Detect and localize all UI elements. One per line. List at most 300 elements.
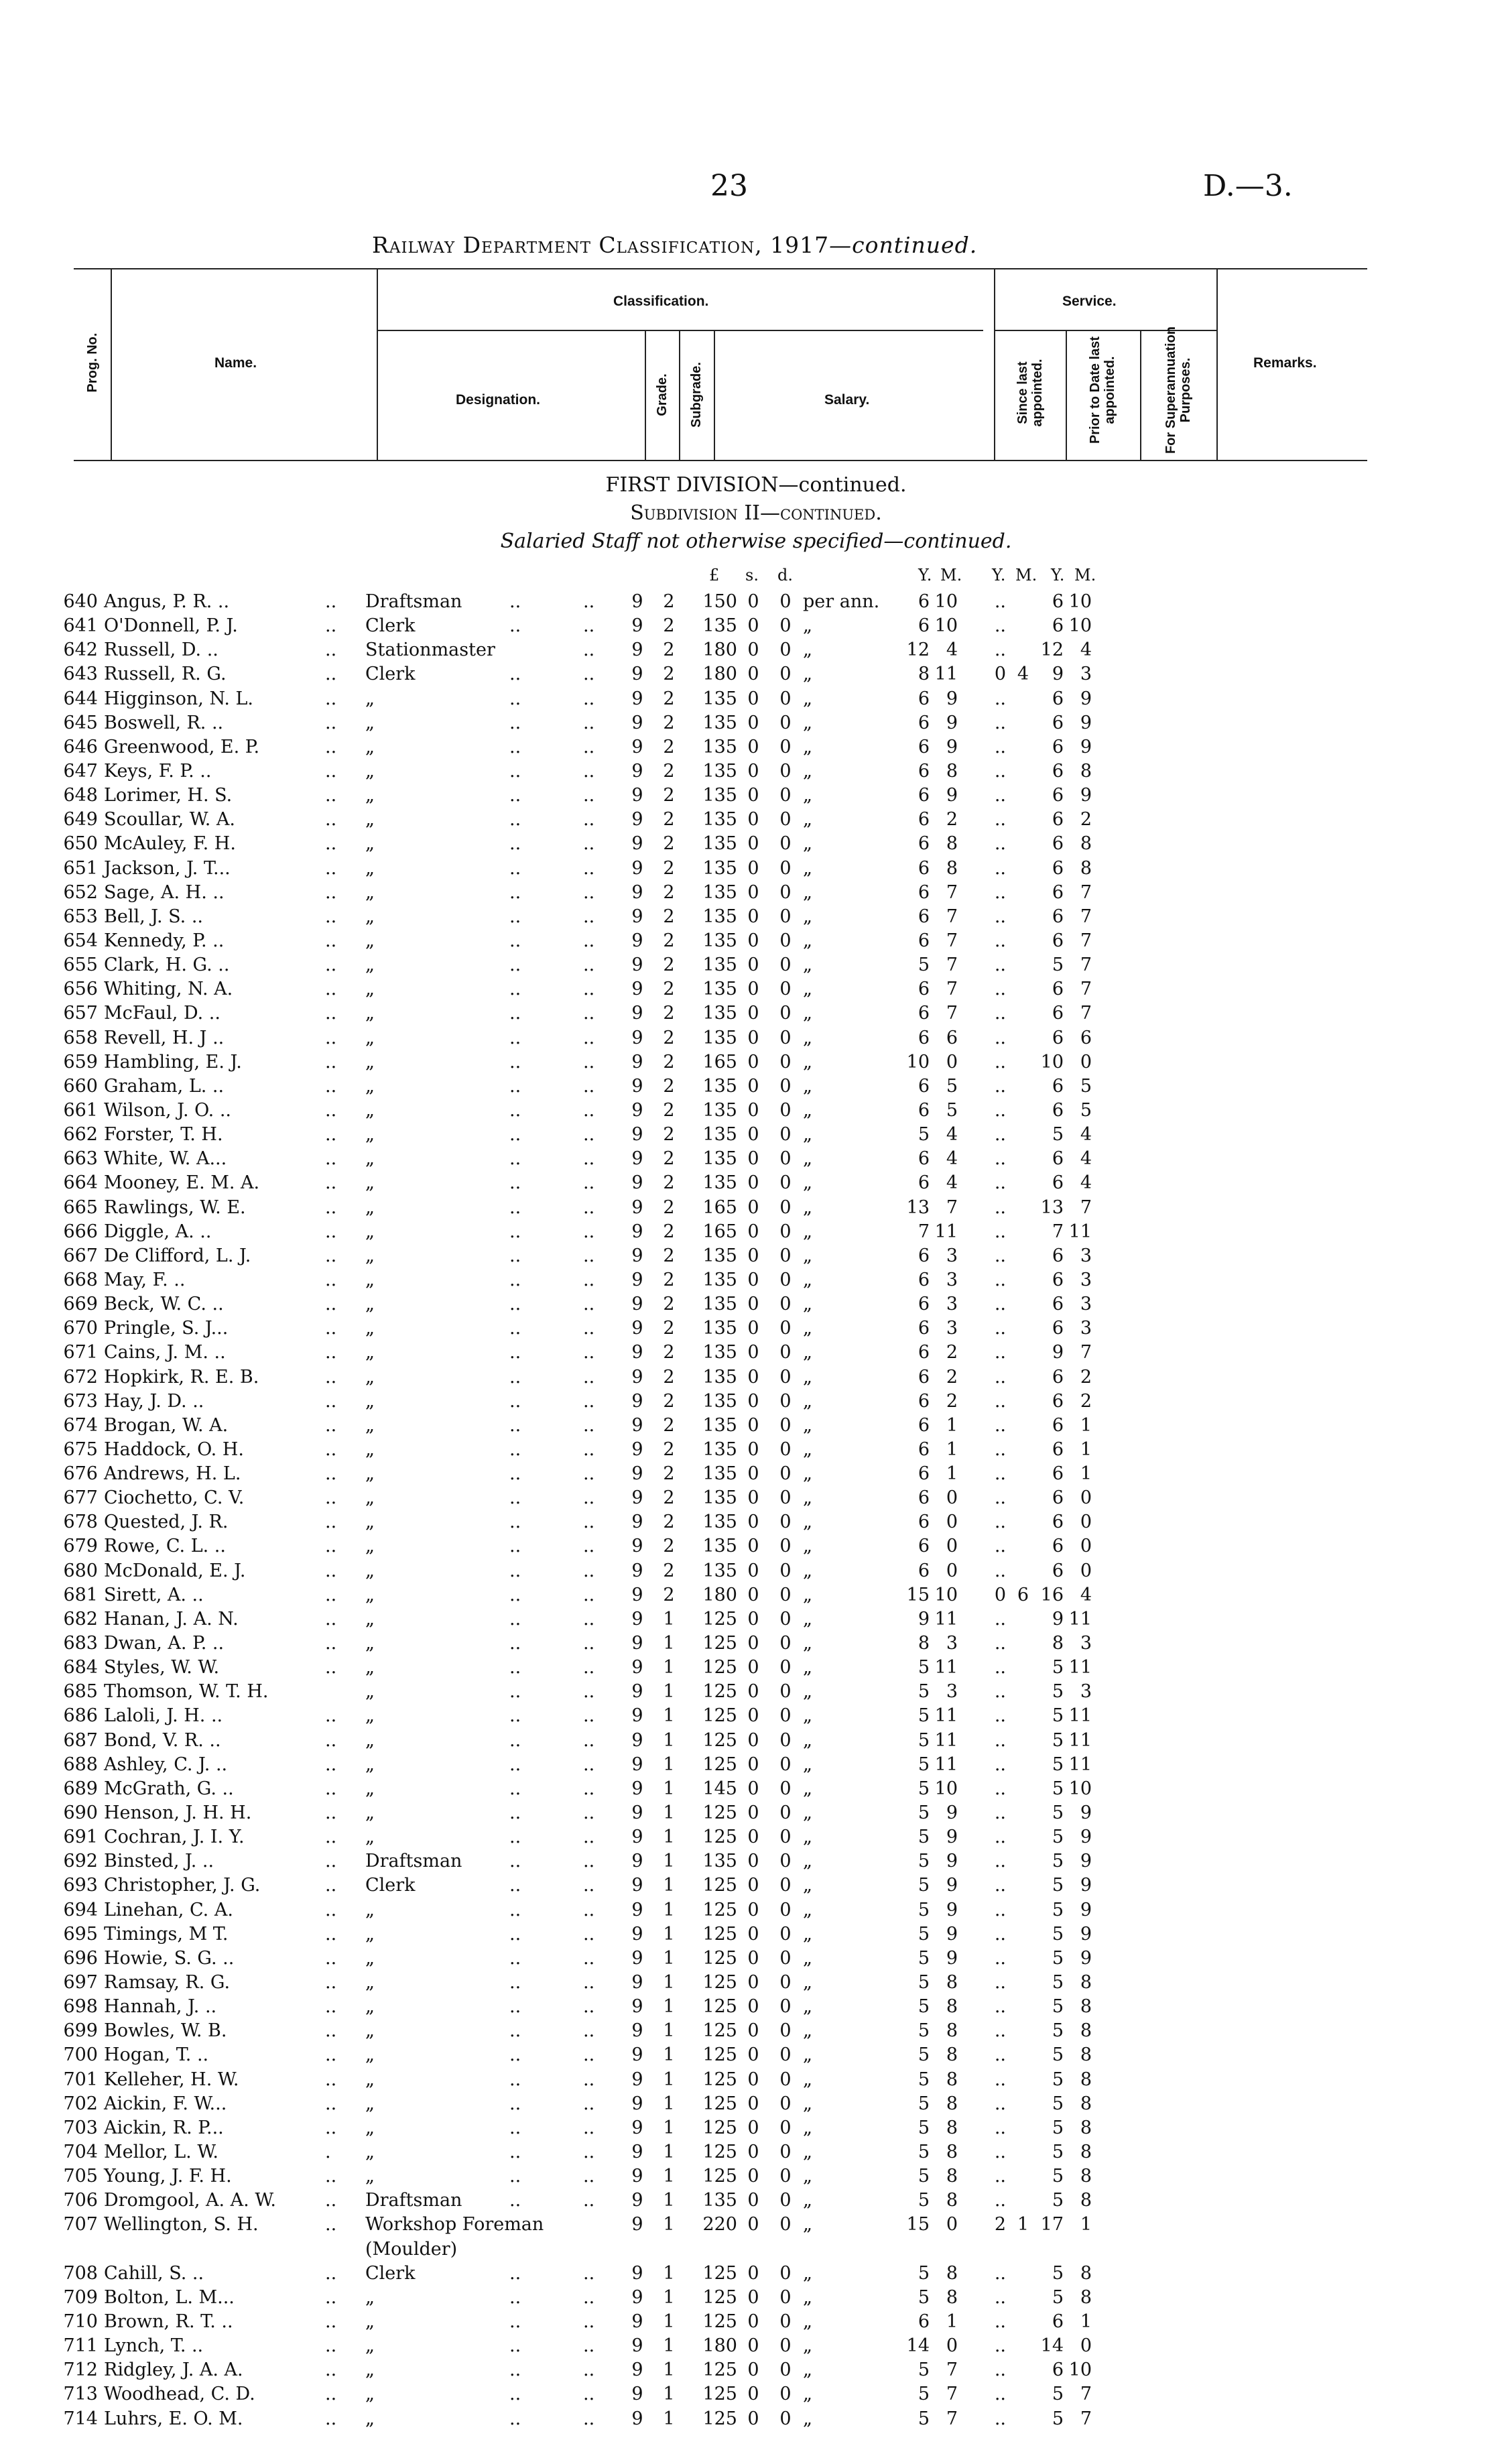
salary-pence: 0 bbox=[779, 1221, 792, 1242]
grade: 9 bbox=[631, 1681, 643, 1703]
salary-pence: 0 bbox=[779, 1487, 792, 1509]
leader-dots: .. bbox=[325, 1318, 337, 1339]
leader-dots: .. bbox=[325, 760, 337, 782]
grade: 9 bbox=[631, 930, 643, 951]
leader-dots: .. bbox=[325, 1414, 337, 1436]
prog-no: 714 bbox=[63, 2408, 98, 2429]
title-main: Railway Department Classification, 1917 bbox=[372, 232, 830, 258]
since-last-months: 8 bbox=[946, 2286, 958, 2308]
leader-dots: .. bbox=[583, 1003, 595, 1024]
staff-heading: Salaried Staff not otherwise specified—continued. bbox=[500, 530, 1012, 553]
prog-no: 697 bbox=[63, 1972, 98, 1993]
salary-period: „ bbox=[803, 664, 812, 685]
prior-months: 6 bbox=[1017, 1584, 1029, 1605]
prior-years: .. bbox=[994, 688, 1006, 709]
salary-pounds: 125 bbox=[702, 2359, 737, 2381]
salary-pence: 0 bbox=[779, 2117, 792, 2138]
salary-pence: 0 bbox=[779, 930, 792, 951]
salary-pence: 0 bbox=[779, 1390, 792, 1412]
prior-years: .. bbox=[994, 1318, 1006, 1339]
employee-name: Dromgool, A. A. W. bbox=[104, 2190, 276, 2211]
salary-shillings: 0 bbox=[747, 2044, 759, 2066]
designation: „ bbox=[365, 1342, 375, 1363]
salary-period: „ bbox=[803, 2020, 812, 2042]
leader-dots: .. bbox=[509, 712, 521, 733]
prog-no: 655 bbox=[63, 955, 98, 976]
grade: 9 bbox=[631, 1487, 643, 1509]
leader-dots: .. bbox=[583, 785, 595, 806]
superannuation-months: 7 bbox=[1080, 1342, 1092, 1363]
leader-dots: .. bbox=[509, 1972, 521, 1993]
salary-shillings: 0 bbox=[747, 1221, 759, 1242]
since-last-months: 8 bbox=[946, 833, 958, 855]
superannuation-months: 0 bbox=[1080, 2335, 1092, 2357]
designation: „ bbox=[365, 1027, 375, 1048]
table-row bbox=[0, 687, 1512, 711]
table-row bbox=[0, 2286, 1512, 2310]
prior-years: .. bbox=[994, 736, 1006, 757]
prior-years: .. bbox=[994, 955, 1006, 976]
since-last-years: 5 bbox=[918, 1681, 930, 1703]
salary-pence: 0 bbox=[779, 2093, 792, 2114]
salary-pounds: 125 bbox=[702, 1802, 737, 1824]
leader-dots: .. bbox=[583, 1027, 595, 1048]
superannuation-months: 8 bbox=[1080, 760, 1092, 782]
prog-no: 666 bbox=[63, 1221, 98, 1242]
employee-name: Wellington, S. H. bbox=[104, 2214, 259, 2235]
since-last-months: 7 bbox=[946, 979, 958, 1000]
prior-years: .. bbox=[994, 809, 1006, 831]
salary-shillings: 0 bbox=[747, 1633, 759, 1654]
grade: 9 bbox=[631, 1827, 643, 1848]
table-row bbox=[0, 1898, 1512, 1922]
leader-dots: .. bbox=[325, 1827, 337, 1848]
grade: 9 bbox=[631, 1390, 643, 1412]
superannuation-months: 11 bbox=[1068, 1729, 1092, 1751]
leader-dots: .. bbox=[583, 736, 595, 757]
superannuation-months: 7 bbox=[1080, 906, 1092, 927]
grade: 9 bbox=[631, 1584, 643, 1605]
grade: 9 bbox=[631, 2335, 643, 2357]
designation: „ bbox=[365, 1536, 375, 1557]
salary-period: „ bbox=[803, 1851, 812, 1872]
salary-shillings: 0 bbox=[747, 2214, 759, 2235]
prior-years: 0 bbox=[994, 1584, 1006, 1605]
salary-period: „ bbox=[803, 1996, 812, 2018]
leader-dots: .. bbox=[583, 1827, 595, 1848]
since-last-months: 0 bbox=[946, 1512, 958, 1533]
superannuation-years: 5 bbox=[1052, 1124, 1064, 1146]
leader-dots: .. bbox=[509, 1463, 521, 1485]
superannuation-years: 5 bbox=[1052, 2142, 1064, 2162]
leader-dots: .. bbox=[509, 1778, 521, 1799]
prior-years: .. bbox=[994, 2020, 1006, 2042]
employee-name: Bolton, L. M... bbox=[104, 2286, 235, 2308]
salary-period: „ bbox=[803, 1148, 812, 1170]
since-last-months: 7 bbox=[946, 881, 958, 903]
prior-years: .. bbox=[994, 1463, 1006, 1485]
employee-name: Hannah, J. .. bbox=[104, 1996, 217, 2018]
table-row bbox=[0, 1559, 1512, 1583]
prior-years: .. bbox=[994, 1657, 1006, 1678]
superannuation-years: 12 bbox=[1040, 639, 1064, 661]
unit-months: M. bbox=[940, 566, 962, 585]
designation: „ bbox=[365, 1512, 375, 1533]
superannuation-years: 6 bbox=[1052, 1245, 1064, 1266]
salary-pounds: 125 bbox=[702, 1705, 737, 1727]
grade: 9 bbox=[631, 688, 643, 709]
prog-no: 673 bbox=[63, 1390, 98, 1412]
designation: „ bbox=[365, 906, 375, 927]
salary-pence: 0 bbox=[779, 1172, 792, 1194]
salary-pence: 0 bbox=[779, 2214, 792, 2235]
leader-dots: .. bbox=[583, 1705, 595, 1727]
leader-dots: .. bbox=[325, 1851, 337, 1872]
prog-no: 711 bbox=[63, 2335, 98, 2357]
superannuation-months: 10 bbox=[1068, 591, 1092, 612]
since-last-months: 4 bbox=[946, 639, 958, 661]
grade: 9 bbox=[631, 1512, 643, 1533]
grade: 9 bbox=[631, 2286, 643, 2308]
employee-name: Angus, P. R. .. bbox=[104, 591, 230, 612]
leader-dots: .. bbox=[583, 1681, 595, 1703]
superannuation-months: 2 bbox=[1080, 1366, 1092, 1388]
salary-pence: 0 bbox=[779, 1899, 792, 1920]
superannuation-months: 8 bbox=[1080, 2166, 1092, 2187]
designation: „ bbox=[365, 1294, 375, 1315]
subgrade: 2 bbox=[663, 1172, 675, 1194]
employee-name: Clark, H. G. .. bbox=[104, 955, 230, 976]
unit-years: Y. bbox=[918, 566, 932, 585]
prior-years: .. bbox=[994, 857, 1006, 879]
table-row bbox=[0, 2407, 1512, 2431]
grade: 9 bbox=[631, 1754, 643, 1775]
unit-years: Y. bbox=[1051, 566, 1065, 585]
salary-period: „ bbox=[803, 1657, 812, 1678]
salary-period: „ bbox=[803, 2044, 812, 2066]
table-row bbox=[0, 1971, 1512, 1995]
prog-no: 696 bbox=[63, 1947, 98, 1969]
employee-name: Andrews, H. L. bbox=[104, 1463, 241, 1485]
leader-dots: .. bbox=[583, 2190, 595, 2211]
salary-period: „ bbox=[803, 1729, 812, 1751]
salary-period: „ bbox=[803, 1754, 812, 1775]
leader-dots: .. bbox=[325, 1947, 337, 1969]
table-row bbox=[0, 1438, 1512, 1462]
prior-years: .. bbox=[994, 760, 1006, 782]
salary-pence: 0 bbox=[779, 2069, 792, 2090]
salary-shillings: 0 bbox=[747, 1996, 759, 2018]
subgrade: 2 bbox=[663, 833, 675, 855]
since-last-years: 5 bbox=[918, 955, 930, 976]
leader-dots: .. bbox=[509, 760, 521, 782]
salary-pounds: 135 bbox=[702, 809, 737, 831]
since-last-months: 11 bbox=[934, 664, 958, 685]
since-last-months: 8 bbox=[946, 2044, 958, 2066]
superannuation-months: 10 bbox=[1068, 2359, 1092, 2381]
since-last-years: 7 bbox=[918, 1221, 930, 1242]
leader-dots: .. bbox=[509, 1269, 521, 1290]
since-last-years: 6 bbox=[918, 1269, 930, 1290]
salary-pounds: 125 bbox=[702, 1633, 737, 1654]
table-row bbox=[0, 1680, 1512, 1704]
leader-dots: .. bbox=[583, 1148, 595, 1170]
since-last-years: 5 bbox=[918, 2384, 930, 2405]
salary-period: „ bbox=[803, 1438, 812, 1460]
leader-dots: .. bbox=[509, 1923, 521, 1945]
prog-no: 690 bbox=[63, 1802, 98, 1824]
salary-shillings: 0 bbox=[747, 2020, 759, 2042]
employee-name: Woodhead, C. D. bbox=[104, 2384, 255, 2405]
leader-dots: .. bbox=[325, 1778, 337, 1799]
salary-shillings: 0 bbox=[747, 1899, 759, 1920]
salary-pence: 0 bbox=[779, 1802, 792, 1824]
designation: Clerk bbox=[365, 664, 416, 685]
superannuation-years: 6 bbox=[1052, 785, 1064, 806]
superannuation-months: 3 bbox=[1080, 1294, 1092, 1315]
prog-no: 675 bbox=[63, 1438, 98, 1460]
superannuation-months: 1 bbox=[1080, 2214, 1092, 2235]
salary-pounds: 180 bbox=[702, 1584, 737, 1605]
prior-years: .. bbox=[994, 1923, 1006, 1945]
table-row bbox=[0, 1849, 1512, 1874]
employee-name: Lynch, T. .. bbox=[104, 2335, 204, 2357]
salary-pounds: 125 bbox=[702, 2117, 737, 2138]
prog-no: 679 bbox=[63, 1536, 98, 1557]
salary-period: „ bbox=[803, 1584, 812, 1605]
leader-dots: .. bbox=[509, 2190, 521, 2211]
salary-period: „ bbox=[803, 1972, 812, 1993]
salary-period: „ bbox=[803, 857, 812, 879]
employee-name: Sirett, A. .. bbox=[104, 1584, 204, 1605]
since-last-months: 7 bbox=[946, 2384, 958, 2405]
since-last-months: 8 bbox=[946, 2069, 958, 2090]
salary-shillings: 0 bbox=[747, 2262, 759, 2284]
since-last-months: 2 bbox=[946, 809, 958, 831]
salary-pence: 0 bbox=[779, 2335, 792, 2357]
since-last-months: 10 bbox=[934, 591, 958, 612]
since-last-months: 9 bbox=[946, 1851, 958, 1872]
subgrade: 2 bbox=[663, 1438, 675, 1460]
leader-dots: .. bbox=[583, 881, 595, 903]
leader-dots: .. bbox=[325, 1075, 337, 1097]
grade: 9 bbox=[631, 1342, 643, 1363]
salary-pounds: 125 bbox=[702, 1827, 737, 1848]
salary-pence: 0 bbox=[779, 1972, 792, 1993]
superannuation-months: 9 bbox=[1080, 1899, 1092, 1920]
salary-shillings: 0 bbox=[747, 1923, 759, 1945]
salary-shillings: 0 bbox=[747, 2166, 759, 2187]
salary-shillings: 0 bbox=[747, 1438, 759, 1460]
designation: „ bbox=[365, 955, 375, 976]
salary-shillings: 0 bbox=[747, 2311, 759, 2332]
salary-shillings: 0 bbox=[747, 712, 759, 733]
since-last-years: 8 bbox=[918, 664, 930, 685]
leader-dots: .. bbox=[583, 1124, 595, 1146]
salary-pounds: 135 bbox=[702, 833, 737, 855]
subgrade: 1 bbox=[663, 1657, 675, 1678]
salary-pounds: 135 bbox=[702, 615, 737, 637]
subgrade: 2 bbox=[663, 591, 675, 612]
salary-shillings: 0 bbox=[747, 1778, 759, 1799]
superannuation-years: 5 bbox=[1052, 2286, 1064, 2308]
designation: „ bbox=[365, 785, 375, 806]
designation: „ bbox=[365, 881, 375, 903]
superannuation-years: 6 bbox=[1052, 1438, 1064, 1460]
salary-pounds: 125 bbox=[702, 1996, 737, 2018]
salary-pence: 0 bbox=[779, 1099, 792, 1121]
leader-dots: .. bbox=[325, 664, 337, 685]
leader-dots: .. bbox=[583, 1972, 595, 1993]
employee-name: Hopkirk, R. E. B. bbox=[104, 1366, 259, 1388]
since-last-months: 0 bbox=[946, 2214, 958, 2235]
leader-dots: .. bbox=[325, 1729, 337, 1751]
superannuation-months: 5 bbox=[1080, 1075, 1092, 1097]
superannuation-years: 5 bbox=[1052, 2190, 1064, 2211]
subgrade: 1 bbox=[663, 2069, 675, 2090]
leader-dots: .. bbox=[583, 1875, 595, 1896]
salary-period: „ bbox=[803, 906, 812, 927]
superannuation-months: 0 bbox=[1080, 1487, 1092, 1509]
prog-no: 664 bbox=[63, 1172, 98, 1194]
salary-shillings: 0 bbox=[747, 2286, 759, 2308]
employee-name: Thomson, W. T. H. bbox=[104, 1681, 269, 1703]
salary-pence: 0 bbox=[779, 2166, 792, 2187]
since-last-months: 0 bbox=[946, 2335, 958, 2357]
leader-dots: .. bbox=[583, 1463, 595, 1485]
leader-dots: .. bbox=[325, 1487, 337, 1509]
salary-shillings: 0 bbox=[747, 1681, 759, 1703]
leader-dots: .. bbox=[325, 1899, 337, 1920]
prog-no: 667 bbox=[63, 1245, 98, 1266]
table-row bbox=[0, 905, 1512, 929]
salary-period: „ bbox=[803, 2214, 812, 2235]
salary-pounds: 135 bbox=[702, 1269, 737, 1290]
prog-no: 649 bbox=[63, 809, 98, 831]
prog-no: 694 bbox=[63, 1899, 98, 1920]
superannuation-months: 10 bbox=[1068, 615, 1092, 637]
salary-shillings: 0 bbox=[747, 1269, 759, 1290]
table-row bbox=[0, 1244, 1512, 1268]
leader-dots: .. bbox=[509, 1584, 521, 1605]
header-grade: Grade. bbox=[655, 373, 670, 416]
since-last-years: 5 bbox=[918, 1729, 930, 1751]
designation: „ bbox=[365, 1463, 375, 1485]
leader-dots: .. bbox=[509, 1221, 521, 1242]
table-row bbox=[0, 1995, 1512, 2019]
grade: 9 bbox=[631, 1560, 643, 1581]
prog-no: 656 bbox=[63, 979, 98, 1000]
superannuation-years: 5 bbox=[1052, 1705, 1064, 1727]
since-last-months: 5 bbox=[946, 1075, 958, 1097]
grade: 9 bbox=[631, 1438, 643, 1460]
since-last-months: 11 bbox=[934, 1608, 958, 1630]
table-row bbox=[0, 2382, 1512, 2406]
leader-dots: .. bbox=[583, 2117, 595, 2138]
prior-years: .. bbox=[994, 906, 1006, 927]
salary-pence: 0 bbox=[779, 1197, 792, 1218]
grade: 9 bbox=[631, 1269, 643, 1290]
grade: 9 bbox=[631, 1947, 643, 1969]
prior-years: .. bbox=[994, 1269, 1006, 1290]
salary-pounds: 135 bbox=[702, 881, 737, 903]
salary-shillings: 0 bbox=[747, 1729, 759, 1751]
grade: 9 bbox=[631, 1099, 643, 1121]
since-last-years: 6 bbox=[918, 1512, 930, 1533]
prog-no: 641 bbox=[63, 615, 98, 637]
salary-shillings: 0 bbox=[747, 833, 759, 855]
grade: 9 bbox=[631, 1608, 643, 1630]
salary-shillings: 0 bbox=[747, 979, 759, 1000]
prog-no: 663 bbox=[63, 1148, 98, 1170]
since-last-months: 7 bbox=[946, 906, 958, 927]
prior-years: .. bbox=[994, 2142, 1006, 2162]
since-last-months: 9 bbox=[946, 688, 958, 709]
employee-name: Linehan, C. A. bbox=[104, 1899, 233, 1920]
since-last-months: 8 bbox=[946, 857, 958, 879]
superannuation-months: 8 bbox=[1080, 833, 1092, 855]
leader-dots: .. bbox=[325, 1390, 337, 1412]
prior-years: .. bbox=[994, 1778, 1006, 1799]
leader-dots: .. bbox=[509, 2117, 521, 2138]
subgrade: 2 bbox=[663, 785, 675, 806]
employee-name: Wilson, J. O. .. bbox=[104, 1099, 231, 1121]
salary-pounds: 135 bbox=[702, 1438, 737, 1460]
salary-pounds: 165 bbox=[702, 1197, 737, 1218]
superannuation-months: 9 bbox=[1080, 1802, 1092, 1824]
since-last-years: 9 bbox=[918, 1608, 930, 1630]
since-last-years: 5 bbox=[918, 2069, 930, 2090]
since-last-years: 6 bbox=[918, 736, 930, 757]
leader-dots: .. bbox=[509, 1827, 521, 1848]
grade: 9 bbox=[631, 1536, 643, 1557]
salary-period: „ bbox=[803, 2335, 812, 2357]
prior-years: .. bbox=[994, 1512, 1006, 1533]
salary-pounds: 135 bbox=[702, 1512, 737, 1533]
prog-no: 704 bbox=[63, 2142, 98, 2162]
prior-years: .. bbox=[994, 2359, 1006, 2381]
leader-dots: .. bbox=[509, 1754, 521, 1775]
subgrade: 2 bbox=[663, 1512, 675, 1533]
since-last-years: 5 bbox=[918, 1802, 930, 1824]
prog-no: 648 bbox=[63, 785, 98, 806]
superannuation-months: 3 bbox=[1080, 1245, 1092, 1266]
grade: 9 bbox=[631, 1366, 643, 1388]
salary-pence: 0 bbox=[779, 1584, 792, 1605]
subgrade: 2 bbox=[663, 1051, 675, 1072]
superannuation-years: 6 bbox=[1052, 736, 1064, 757]
salary-pence: 0 bbox=[779, 1778, 792, 1799]
leader-dots: .. bbox=[509, 1512, 521, 1533]
since-last-years: 5 bbox=[918, 2142, 930, 2162]
divider bbox=[1140, 330, 1141, 460]
prog-no: 686 bbox=[63, 1705, 98, 1727]
designation: „ bbox=[365, 2166, 375, 2187]
prog-no: 695 bbox=[63, 1923, 98, 1945]
prog-no: 669 bbox=[63, 1294, 98, 1315]
designation: „ bbox=[365, 1657, 375, 1678]
salary-period: „ bbox=[803, 979, 812, 1000]
salary-pence: 0 bbox=[779, 1294, 792, 1315]
leader-dots: .. bbox=[325, 639, 337, 661]
leader-dots: .. bbox=[325, 1463, 337, 1485]
grade: 9 bbox=[631, 1972, 643, 1993]
leader-dots: .. bbox=[583, 2044, 595, 2066]
since-last-years: 5 bbox=[918, 1875, 930, 1896]
since-last-years: 5 bbox=[918, 2044, 930, 2066]
superannuation-years: 5 bbox=[1052, 2093, 1064, 2114]
unit-years: Y. bbox=[992, 566, 1006, 585]
